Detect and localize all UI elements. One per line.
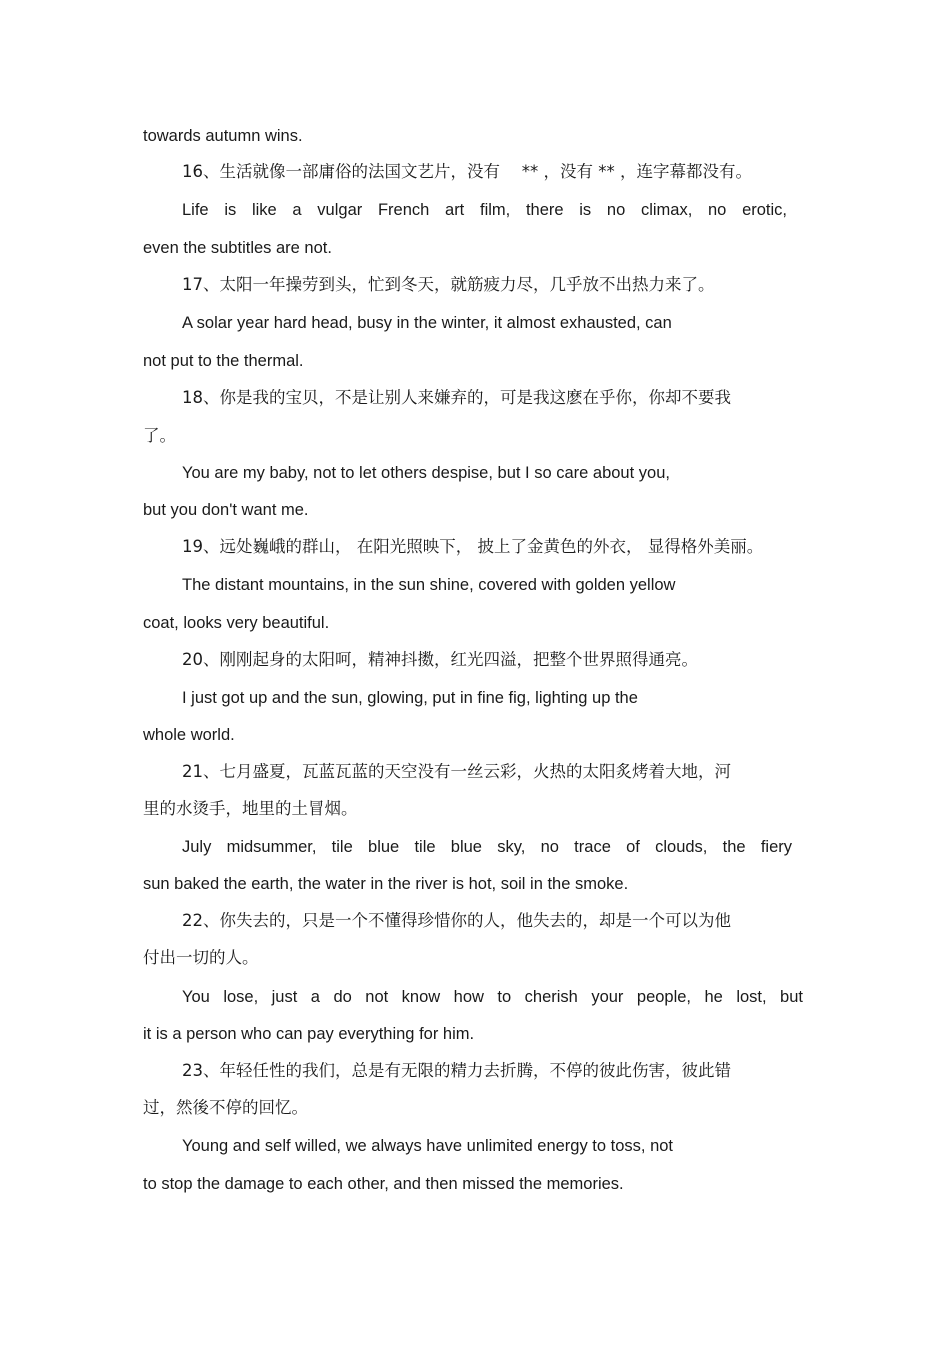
text-line: July midsummer, tile blue tile blue sky, no trace of clouds, the fiery (182, 838, 792, 856)
text-line: You lose, just a do not know how to cherish your people, he lost, but (182, 988, 803, 1006)
text-line: 了。 (143, 426, 176, 445)
text-line: whole world. (143, 726, 235, 744)
text-line: not put to the thermal. (143, 352, 304, 370)
text-line: it is a person who can pay everything for him. (143, 1025, 475, 1043)
text-line: 19、远处巍峨的群山， 在阳光照映下， 披上了金黄色的外衣， 显得格外美丽。 (182, 537, 764, 556)
text-line: 21、七月盛夏，瓦蓝瓦蓝的天空没有一丝云彩，火热的太阳炙烤着大地，河 (182, 762, 731, 781)
text-line: 16、生活就像一部庸俗的法国文艺片，没有 ** ，没有 ** ，连字幕都没有。 (182, 162, 752, 181)
text-line: 23、年轻任性的我们，总是有无限的精力去折腾，不停的彼此伤害，彼此错 (182, 1061, 731, 1080)
text-line: even the subtitles are not. (143, 239, 332, 257)
text-line: 18、你是我的宝贝，不是让别人来嫌弃的，可是我这麽在乎你，你却不要我 (182, 388, 731, 407)
text-line: You are my baby, not to let others despise, but I so care about you, (182, 464, 670, 482)
text-line: Life is like a vulgar French art film, there is no climax, no erotic, (182, 201, 787, 219)
text-line: 付出一切的人。 (143, 948, 259, 967)
text-line: Young and self willed, we always have unlimited energy to toss, not (182, 1137, 674, 1155)
text-line: 17、太阳一年操劳到头，忙到冬天，就筋疲力尽，几乎放不出热力来了。 (182, 275, 715, 294)
text-line: sun baked the earth, the water in the river is hot, soil in the smoke. (143, 875, 629, 893)
text-line: The distant mountains, in the sun shine, covered with golden yellow (182, 576, 676, 594)
text-line: 过，然後不停的回忆。 (143, 1098, 308, 1117)
text-line: coat, looks very beautiful. (143, 614, 330, 632)
text-line: but you don't want me. (143, 501, 309, 519)
text-line: 22、你失去的，只是一个不懂得珍惜你的人，他失去的，却是一个可以为他 (182, 911, 731, 930)
text-line: I just got up and the sun, glowing, put in fine fig, lighting up the (182, 689, 638, 707)
text-line: 里的水烫手，地里的土冒烟。 (143, 799, 358, 818)
text-line: to stop the damage to each other, and then missed the memories. (143, 1175, 624, 1193)
text-line: A solar year hard head, busy in the winter, it almost exhausted, can (182, 314, 672, 332)
text-line: towards autumn wins. (143, 127, 303, 145)
text-line: 20、刚刚起身的太阳呵，精神抖擞，红光四溢，把整个世界照得通亮。 (182, 650, 698, 669)
